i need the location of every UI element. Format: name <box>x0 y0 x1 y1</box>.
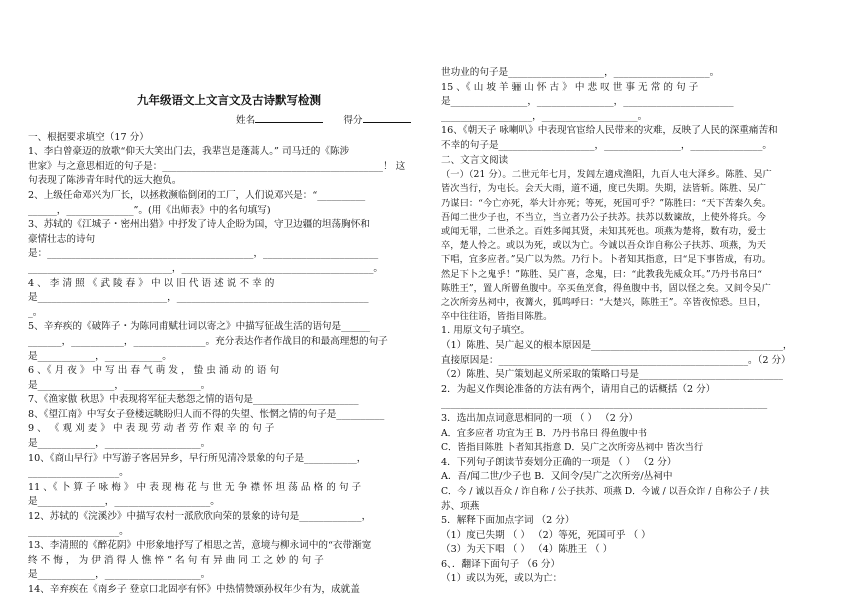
left-line: 是____________，____________________。 <box>28 438 211 450</box>
right-line: （1）陈胜、吴广起义的根本原因是________________________________________， <box>441 339 793 351</box>
right-line: 16、《朝天子 咏喇叭》中表现官宦给人民带来的灾难，反映了人民的深重痛苦和 <box>441 125 778 137</box>
score-field[interactable] <box>363 112 411 123</box>
right-line: （3）为天下唱 （ ） （4）陈胜王 （ ） <box>441 544 613 556</box>
right-column <box>441 0 836 587</box>
passage-line: 之次所旁丛祠中，夜篝火，狐鸣呼曰：“大楚兴，陈胜王”。卒皆夜惊恐。旦日， <box>441 296 767 308</box>
right-line: （2）陈胜、吴广策划起义所采取的策略口号是______________________________ <box>441 369 783 381</box>
left-line: 是：___________________________________________，________________________ <box>28 248 379 260</box>
left-text <box>28 131 430 598</box>
left-line: 豪情壮志的诗句 <box>28 233 96 245</box>
left-line: 6 、《 月 夜 》 中 写 出 春 气 萌 发 ， 蛰 虫 涌 动 的 语 句 <box>28 365 280 377</box>
left-line: 9 、 《 观 刈 麦 》 中 表 现 劳 动 者 劳 作 艰 辛 的 句 子 <box>28 423 275 435</box>
passage-line: 乃谋曰：“今亡亦死，举大计亦死；等死，死国可乎？”陈胜曰：“天下苦秦久矣。 <box>441 197 772 209</box>
left-line: 3、苏轼的《江城子・密州出猎》中抒发了诗人企盼为国，守卫边疆的坦荡胸怀和 <box>28 219 370 231</box>
passage-line: （一）（21 分）。二世元年七月，发闾左適戍渔阳，九百人屯大泽乡。陈胜、吴广 <box>441 169 772 181</box>
right-line: 不幸的句子是____________________，________________，_______________。 <box>441 139 772 151</box>
left-line: 是____________，____________________。 <box>28 569 211 581</box>
left-line: 8、《望江南》中写女子登楼远眺盼归人而不得的失望、怅惘之情的句子是__________ <box>28 408 385 420</box>
passage-line: 吾闻二世少子也，不当立，当立者乃公子扶苏。扶苏以数谏故，上使外将兵。今 <box>441 211 767 223</box>
name-field[interactable] <box>255 112 323 123</box>
left-line: _。 <box>28 306 43 318</box>
page-title: 九年级语文上文言文及古诗默写检测 <box>137 93 321 107</box>
left-line: _______，___________，_______________。充分表达作者作战目的和最高理想的句子 <box>28 335 388 347</box>
left-line: 是___________________________，________________________________________ <box>28 292 369 304</box>
passage-line: 皆次当行，为屯长。会天大雨，道不通，度已失期。失期，法皆斩。陈胜、吴广 <box>441 183 767 195</box>
right-line: 世功业的句子是____________________，____________________。 <box>441 67 720 78</box>
passage-line: 卒中往往语，皆指目陈胜。 <box>441 311 553 323</box>
left-line: 10、《商山早行》中写游子客居异乡，早行所见清冷景象的句子是___________， <box>28 452 367 464</box>
right-line: 15 、《 山 坡 羊 骊 山 怀 古 》 中 悲 叹 世 事 无 常 的 句 子 <box>441 81 699 93</box>
right-line: ____________________________________________________________________ <box>441 398 768 410</box>
passage-line: 或闻无罪，二世杀之。百姓多闻其贤，未知其死也。项燕为楚将，数有功，爱士 <box>441 225 767 237</box>
passage-line: 陈胜王”，置人所罾鱼腹中。卒买鱼烹食，得鱼腹中书，固以怪之矣。又间令吴广 <box>441 282 771 294</box>
left-line: 13、李清照的《醉花阴》中形象地抒写了相思之苦，意境与柳永词中的“衣带渐宽 <box>28 540 372 552</box>
left-line: 12、苏轼的《浣溪沙》中描写农村一派欣欣向荣的景象的诗句是_____________， <box>28 511 372 523</box>
right-line: （1）或以为死，或以为亡： <box>441 573 563 585</box>
name-score-row <box>28 112 430 129</box>
left-line: 世家》与之意思相近的句子是：______________________________________________！ 这 <box>28 160 406 172</box>
left-line: 句表现了陈涉青年时代的远大抱负。 <box>28 175 182 187</box>
left-line: ______，______________”。(用《出师表》中的名句填写) <box>28 204 271 216</box>
left-line: 是______________，____________________。 <box>28 496 220 508</box>
right-line: （1）度已失期 （ ） （2）等死，死国可乎 （ ） <box>441 529 651 541</box>
right-line: 6、．翻译下面句子 （6 分） <box>441 558 561 570</box>
classical-passage <box>441 168 836 324</box>
right-line: 2．为起义作舆论准备的方法有两个，请用自己的话概括（2 分） <box>441 383 716 395</box>
left-line: ___________________。 <box>28 525 129 537</box>
left-line: 5、辛弃疾的《破阵子・为陈同甫赋壮词以寄之》中描写征战生活的语句是______ <box>28 321 370 333</box>
left-line: 11 、《 卜 算 子 咏 梅 》 中 表 现 梅 花 与 世 无 争 襟 怀 坦 荡 品 格 的 句 子 <box>28 481 362 493</box>
left-line: 1、李白曾豪迈的放歌“仰天大笑出门去，我辈岂是蓬蒿人。” 司马迁的《陈涉 <box>28 146 350 158</box>
score-label: 得分 <box>343 115 363 126</box>
right-line: 苏、项燕 <box>441 500 480 512</box>
left-line: 14、辛弃疾在《南乡子 登京口北固亭有怀》中热情赞颂孙权年少有为，成就盖 <box>28 584 360 595</box>
left-line: 7、《渔家傲 秋思》中表现将军征夫愁怨之情的语句是______________________ <box>28 394 359 406</box>
right-line: 5．解释下面加点字词 （2 分） <box>441 515 575 527</box>
passage-line: 下唱，宜多应者。”吴广以为然。乃行卜。卜者知其指意，曰“足下事皆成，有功。 <box>441 254 772 266</box>
right-line: C．今 / 诚以吾众 / 诈自称 / 公子扶苏、项燕 D．今诚 / 以吾众诈 / 自称公子 / 扶 <box>441 485 770 497</box>
left-line: 是________________，________________。 <box>28 379 211 391</box>
passage-line: 然足下卜之鬼乎！”陈胜、吴广喜，念鬼，曰：“此教我先威众耳。”乃丹书帛曰“ <box>441 268 763 280</box>
right-line: 是________________，________________，_______________________ <box>441 96 734 108</box>
right-line: 二、文言文阅读 <box>441 154 509 166</box>
right-text <box>441 66 836 587</box>
left-line: 4 、 李 清 照 《 武 陵 春 》 中 以 旧 代 语 述 说 不 幸 的 <box>28 277 275 289</box>
right-line: 3．选出加点词意思相同的一项 （ ） （2 分） <box>441 412 639 424</box>
left-line: ______________________________，________________________________________。 <box>28 262 383 274</box>
left-line: 是____________，____________。 <box>28 350 172 362</box>
left-line: ___________________。 <box>28 467 129 479</box>
left-line: 2、上级任命邓兴为厂长，以拯救濒临倒闭的工厂，人们说邓兴是：“__________ <box>28 189 366 201</box>
left-column <box>28 0 430 598</box>
right-line: 1. 用原文句子填空。 <box>441 325 530 337</box>
right-line: 直接原因是：____________________________________________________。（2 分） <box>441 354 791 366</box>
right-line: A．宜多应者 功宜为王 B．乃丹书帛曰 得鱼腹中书 <box>441 427 647 439</box>
left-line: 一、根据要求填空（17 分） <box>28 131 149 143</box>
name-label: 姓名 <box>236 115 256 126</box>
right-line: ___________________，____________________。 <box>441 110 648 122</box>
left-line: 终 不 悔 ， 为 伊 消 得 人 憔 悴 ” 名 句 有 异 曲 同 工 之 妙 的 句 子 <box>28 554 324 566</box>
passage-line: 卒，楚人怜之。或以为死，或以为亡。今诚以吾众诈自称公子扶苏、项燕，为天 <box>441 240 767 252</box>
right-line: A．吾/闻二世/少子也 B．又间令/吴广之次所旁/丛祠中 <box>441 471 673 483</box>
right-line: 4．下列句子朗读节奏划分正确的一项是 （ ） （2 分） <box>441 456 677 468</box>
right-line: C．皆指目陈胜 卜者知其指意 D．吴广之次所旁丛祠中 皆次当行 <box>441 442 704 454</box>
